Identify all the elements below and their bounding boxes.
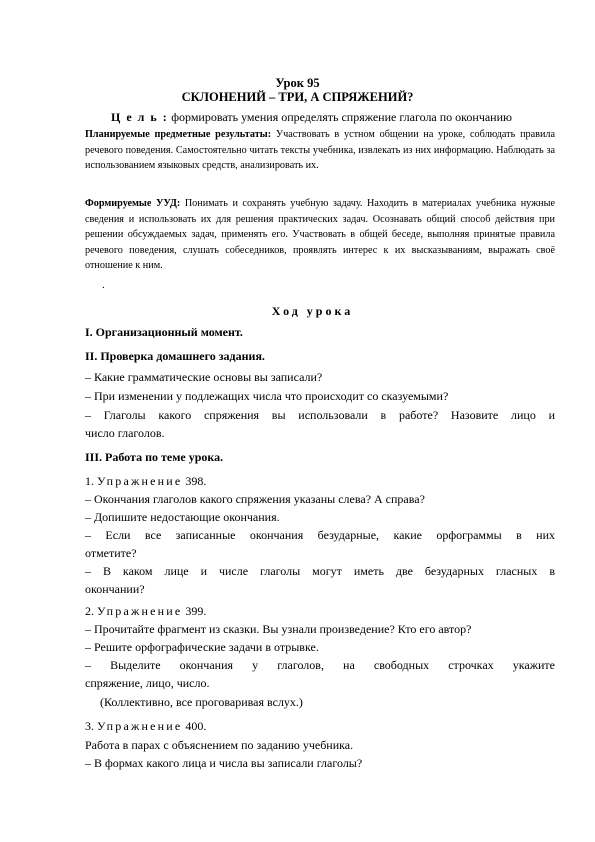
exercise-2-note: (Коллективно, все проговаривая вслух.) (100, 695, 303, 709)
exercise-1-label: Упражнение (97, 474, 183, 488)
question-2: – При изменении у подлежащих числа что происходит со сказуемыми? (85, 389, 449, 403)
exercise-2-q3-line1: – Выделите окончания у глаголов, на свободных строчках укажите (85, 658, 555, 672)
exercise-2-n: 399. (185, 604, 207, 618)
exercise-2-q2: – Решите орфографические задачи в отрывке. (85, 640, 319, 654)
exercise-1-q4-line1: – В каком лице и числе глаголы могут иметь две безударных гласных в (85, 564, 555, 578)
exercise-1-num: 1. (85, 474, 94, 488)
uud-text: Понимать и сохранять учебную задачу. Находить в материалах учебника нужные сведения и использовать их для решения практических задач. Осознавать общий способ действия при решении обсуждаемых задач, применять его. Участвовать в общей беседе, выполняя принятые правила речевого поведения, слушать собеседников, проявлять интерес к их высказываниям, выражать своё отношение к ним. (85, 198, 555, 271)
exercise-1-q2: – Допишите недостающие окончания. (85, 510, 280, 524)
exercise-3-n: 400. (185, 719, 207, 733)
exercise-2-q3-line2: спряжение, лицо, число. (85, 676, 210, 690)
planned-text: Участвовать в устном общении на уроке, соблюдать правила речевого поведения. Самостоятельно читать тексты учебника, извлекать из них информацию. Наблюдать за использованием языковых средств, анализировать их. (85, 129, 555, 171)
lesson-goal (111, 110, 512, 125)
planned-results (85, 127, 555, 174)
course-heading: Ход урока (271, 304, 354, 318)
exercise-3-text: Работа в парах с объяснением по заданию учебника. (85, 738, 354, 752)
exercise-2-label: Упражнение (97, 604, 183, 618)
exercise-1-heading (85, 473, 555, 490)
section-2-heading: II. Проверка домашнего задания. (85, 349, 265, 363)
exercise-1-q4-line2: окончании? (85, 582, 145, 596)
exercise-2-num: 2. (85, 604, 94, 618)
section-3-heading: III. Работа по теме урока. (85, 450, 224, 464)
goal-label: Ц е л ь : (111, 110, 169, 124)
question-3-line2: число глаголов. (85, 426, 165, 440)
exercise-3-heading (85, 718, 555, 735)
exercise-1-n: 398. (185, 474, 207, 488)
lesson-topic: СКЛОНЕНИЙ – ТРИ, А СПРЯЖЕНИЙ? (181, 90, 414, 104)
exercise-3-label: Упражнение (97, 719, 183, 733)
exercise-2-heading (85, 603, 555, 620)
planned-label: Планируемые предметные результаты: (85, 129, 272, 140)
question-1: – Какие грамматические основы вы записали? (85, 370, 323, 384)
stray-dot: . (102, 279, 105, 291)
exercise-3-num: 3. (85, 719, 94, 733)
exercise-1-q1: – Окончания глаголов какого спряжения указаны слева? А справа? (85, 492, 425, 506)
exercise-1-q3-line1: – Если все записанные окончания безударные, какие орфограммы в них (85, 528, 555, 542)
uud-block (85, 196, 555, 274)
question-3-line1: – Глаголы какого спряжения вы использовали в работе? Назовите лицо и (85, 408, 555, 422)
section-1-heading: I. Организационный момент. (85, 325, 243, 339)
exercise-1-q3-line2: отметите? (85, 546, 137, 560)
exercise-2-q1: – Прочитайте фрагмент из сказки. Вы узнали произведение? Кто его автор? (85, 622, 472, 636)
lesson-number: Урок 95 (275, 76, 320, 90)
goal-text: формировать умения определять спряжение глагола по окончанию (168, 110, 512, 124)
exercise-3-q1: – В формах какого лица и числа вы записали глаголы? (85, 756, 363, 770)
uud-label: Формируемые УУД: (85, 198, 181, 209)
